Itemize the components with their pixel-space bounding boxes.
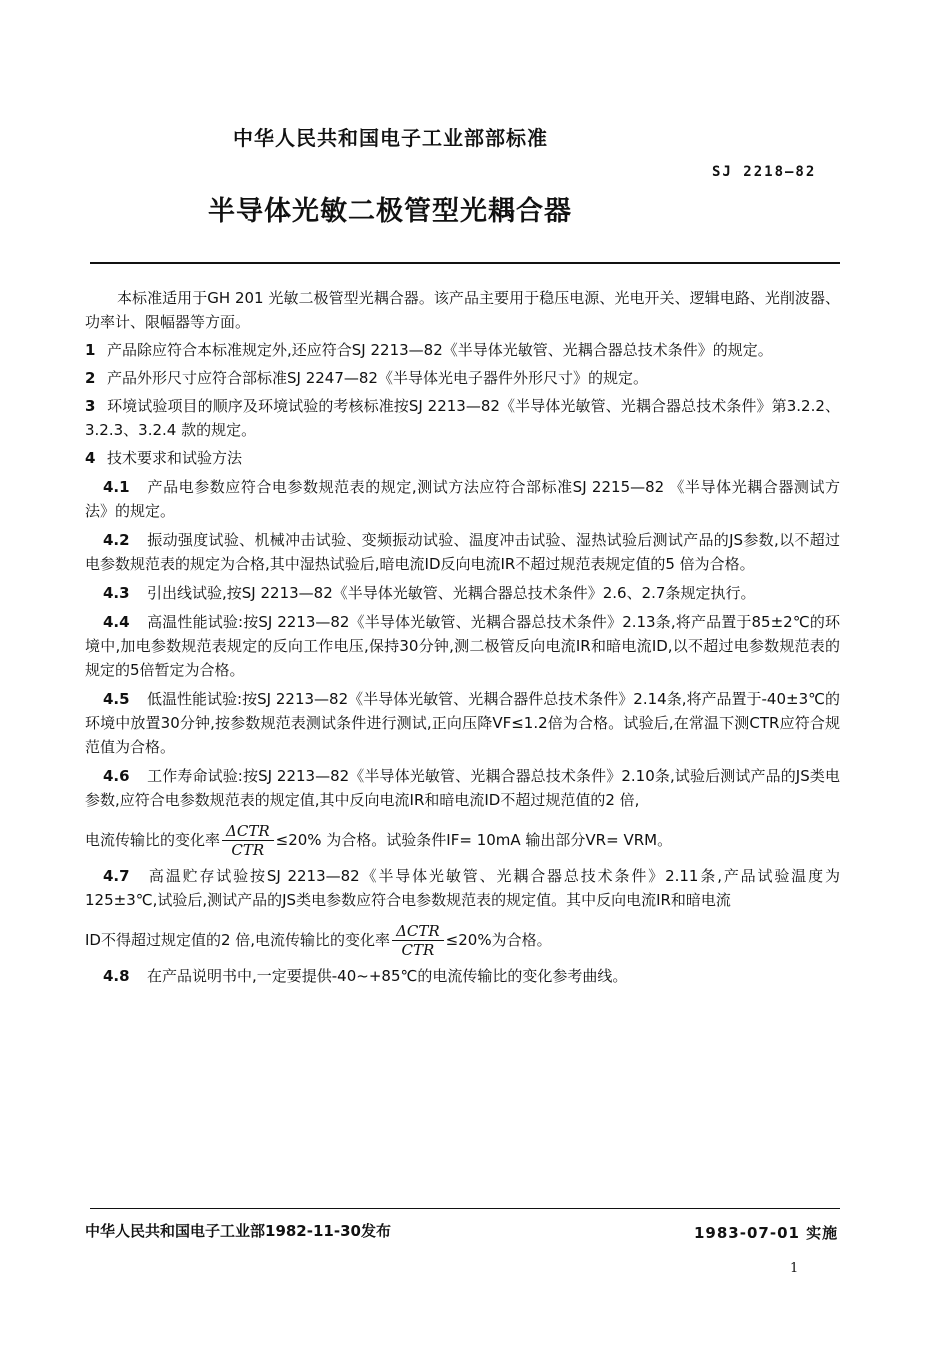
clause-4-7-formula-line xyxy=(85,922,840,959)
fraction-denominator: CTR xyxy=(231,841,265,859)
fraction-denominator: CTR xyxy=(401,941,435,959)
clause-text: 振动强度试验、机械冲击试验、变频振动试验、温度冲击试验、湿热试验后测试产品的JS参数,以不超过电参数规范表的规定为合格,其中湿热试验后,暗电流ID反向电流IR不超过规范表规定值的5 倍为合格。 xyxy=(85,531,840,573)
clause-number: 4.4 xyxy=(103,613,130,631)
clause-4 xyxy=(85,446,840,470)
formula-lead-text: ID不得超过规定值的2 倍,电流传输比的变化率 xyxy=(85,931,391,949)
clause-text: 低温性能试验:按SJ 2213—82《半导体光敏管、光耦合器件总技术条件》2.14条,将产品置于-40±3℃的环境中放置30分钟,按参数规范表测试条件进行测试,正向压降VF≤1.2倍为合格。试验后,在常温下测CTR应符合规范值为合格。 xyxy=(85,690,840,756)
clause-4-4 xyxy=(85,610,840,682)
issue-date: 中华人民共和国电子工业部1982-11-30发布 xyxy=(85,1222,391,1240)
formula-lead-text: 电流传输比的变化率 xyxy=(85,831,221,849)
fraction-numerator: ΔCTR xyxy=(392,922,444,941)
page-number: 1 xyxy=(790,1261,799,1276)
clause-text: 工作寿命试验:按SJ 2213—82《半导体光敏管、光耦合器总技术条件》2.10条,试验后测试产品的JS类电参数,应符合电参数规范表的规定值,其中反向电流IR和暗电流ID不超过规范值的2 倍, xyxy=(85,767,840,809)
clause-text: 高温贮存试验按SJ 2213—82《半导体光敏管、光耦合器总技术条件》2.11条,产品试验温度为125±3℃,试验后,测试产品的JS类电参数应符合电参数规范表的规定值。其中反向电流IR和暗电流 xyxy=(85,867,840,909)
clause-number: 4.8 xyxy=(103,967,130,985)
clause-text: 产品除应符合本标准规定外,还应符合SJ 2213—82《半导体光敏管、光耦合器总技术条件》的规定。 xyxy=(107,341,773,359)
clause-4-6 xyxy=(85,764,840,812)
clause-4-6-formula-line xyxy=(85,822,840,859)
clause-text: 在产品说明书中,一定要提供-40~+85℃的电流传输比的变化参考曲线。 xyxy=(147,967,628,985)
clause-number: 3 xyxy=(85,397,96,415)
clause-text: 引出线试验,按SJ 2213—82《半导体光敏管、光耦合器总技术条件》2.6、2.7条规定执行。 xyxy=(147,584,756,602)
clause-number: 4.7 xyxy=(103,867,130,885)
clause-number: 4.1 xyxy=(103,478,130,496)
issuing-authority: 中华人民共和国电子工业部部标准 xyxy=(233,126,548,150)
clause-4-2 xyxy=(85,528,840,576)
clause-number: 4.6 xyxy=(103,767,130,785)
clause-text: 环境试验项目的顺序及环境试验的考核标准按SJ 2213—82《半导体光敏管、光耦合器总技术条件》第3.2.2、3.2.3、3.2.4 款的规定。 xyxy=(85,397,840,439)
clause-text: 产品外形尺寸应符合部标准SJ 2247—82《半导体光电子器件外形尺寸》的规定。 xyxy=(107,369,648,387)
clause-number: 4 xyxy=(85,449,96,467)
clause-text: 高温性能试验:按SJ 2213—82《半导体光敏管、光耦合器总技术条件》2.13条,将产品置于85±2℃的环境中,加电参数规范表规定的反向工作电压,保持30分钟,测二极管反向电流IR和暗电流ID,以不超过电参数规范表的规定的5倍暂定为合格。 xyxy=(85,613,840,679)
clause-4-7 xyxy=(85,864,840,912)
formula-trail-text: ≤20% 为合格。试验条件IF= 10mA 输出部分VR= VRM。 xyxy=(275,831,673,849)
clause-4-5 xyxy=(85,687,840,759)
clause-3 xyxy=(85,394,840,442)
clause-number: 4.3 xyxy=(103,584,130,602)
clause-4-3 xyxy=(85,581,840,605)
ctr-ratio-fraction xyxy=(392,922,444,959)
clause-number: 2 xyxy=(85,369,96,387)
clause-2 xyxy=(85,366,840,390)
clause-number: 1 xyxy=(85,341,96,359)
ctr-ratio-fraction xyxy=(222,822,274,859)
clause-text: 产品电参数应符合电参数规范表的规定,测试方法应符合部标准SJ 2215—82 《半导体光耦合器测试方法》的规定。 xyxy=(85,478,840,520)
clause-4-1 xyxy=(85,475,840,523)
document-title: 半导体光敏二极管型光耦合器 xyxy=(208,196,572,227)
clause-1 xyxy=(85,338,840,362)
formula-trail-text: ≤20%为合格。 xyxy=(445,931,552,949)
clause-number: 4.2 xyxy=(103,531,130,549)
clause-number: 4.5 xyxy=(103,690,130,708)
clause-text: 技术要求和试验方法 xyxy=(107,449,243,467)
fraction-numerator: ΔCTR xyxy=(222,822,274,841)
standard-number: SJ 2218—82 xyxy=(712,164,817,180)
intro-paragraph: 本标准适用于GH 201 光敏二极管型光耦合器。该产品主要用于稳压电源、光电开关、逻辑电路、光削波器、功率计、限幅器等方面。 xyxy=(85,289,840,331)
effective-date: 1983-07-01 实施 xyxy=(694,1224,839,1242)
footer-divider xyxy=(90,1208,840,1209)
title-divider xyxy=(90,262,840,264)
clause-4-8 xyxy=(85,964,840,988)
document-body xyxy=(85,286,840,988)
